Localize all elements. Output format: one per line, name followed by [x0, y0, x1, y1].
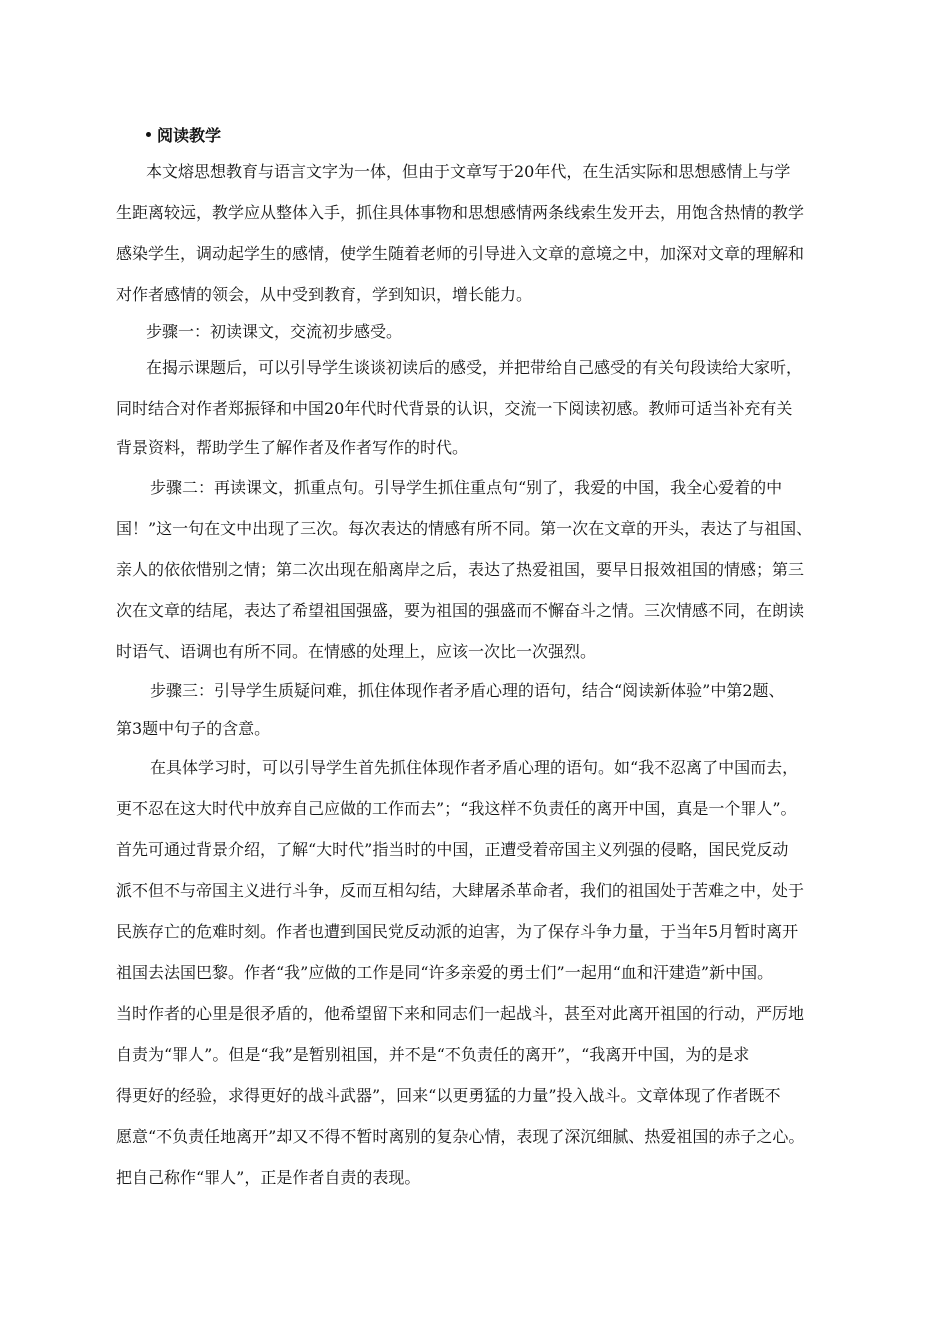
paragraph-line: 自责为“罪人”。但是“我”是暂别祖国，并不是“不负责任的离开”，“我离开中国，为的是求 — [116, 1045, 750, 1064]
paragraph-line: 亲人的依依惜别之情；第二次出现在船离岸之后，表达了热爱祖国，要早日报效祖国的情感；第三 — [116, 560, 805, 579]
paragraph-line: 把自己称作“罪人”，正是作者自责的表现。 — [116, 1168, 421, 1187]
paragraph-line: 国！”这一句在文中出现了三次。每次表达的情感有所不同。第一次在文章的开头，表达了与祖国、 — [116, 519, 813, 538]
paragraph-line: 背景资料，帮助学生了解作者及作者写作的时代。 — [116, 438, 469, 457]
paragraph-line: 派不但不与帝国主义进行斗争，反而互相勾结，大肆屠杀革命者，我们的祖国处于苦难之中，处于 — [116, 881, 805, 900]
paragraph-line: 步骤二：再读课文，抓重点句。引导学生抓住重点句“别了，我爱的中国，我全心爱着的中 — [150, 478, 783, 497]
paragraph-line: 第3题中句子的含意。 — [116, 719, 271, 738]
paragraph-line: 民族存亡的危难时刻。作者也遭到国民党反动派的迫害，为了保存斗争力量，于当年5月暂时离开 — [116, 922, 799, 941]
paragraph-line: 祖国去法国巴黎。作者“我”应做的工作是同“许多亲爱的勇士们”一起用“血和汗建造”新中国。 — [116, 963, 774, 982]
section-heading-text: 阅读教学 — [157, 126, 222, 145]
step-heading: 步骤一：初读课文，交流初步感受。 — [146, 322, 403, 341]
paragraph-line: 本文熔思想教育与语言文字为一体，但由于文章写于20年代，在生活实际和思想感情上与学 — [146, 162, 791, 181]
paragraph-line: 在揭示课题后，可以引导学生谈谈初读后的感受，并把带给自己感受的有关句段读给大家听， — [146, 358, 803, 377]
paragraph-line: 得更好的经验，求得更好的战斗武器”，回来“以更勇猛的力量”投入战斗。文章体现了作者既不 — [116, 1086, 781, 1105]
paragraph-line: 在具体学习时，可以引导学生首先抓住体现作者矛盾心理的语句。如“我不忍离了中国而去， — [150, 758, 799, 777]
paragraph-line: 生距离较远，教学应从整体入手，抓住具体事物和思想感情两条线索生发开去，用饱含热情的教学 — [116, 203, 805, 222]
paragraph-line: 更不忍在这大时代中放弃自己应做的工作而去”；“我这样不负责任的离开中国，真是一个罪人”。 — [116, 799, 797, 818]
paragraph-line: 时语气、语调也有所不同。在情感的处理上，应该一次比一次强烈。 — [116, 642, 597, 661]
paragraph-line: 感染学生，调动起学生的感情，使学生随着老师的引导进入文章的意境之中，加深对文章的理解和 — [116, 244, 805, 263]
paragraph-line: 愿意“不负责任地离开”却又不得不暂时离别的复杂心情，表现了深沉细腻、热爱祖国的赤子之心。 — [116, 1127, 805, 1146]
bullet-icon — [146, 132, 151, 137]
paragraph-line: 步骤三：引导学生质疑问难，抓住体现作者矛盾心理的语句，结合“阅读新体验”中第2题、 — [150, 681, 785, 700]
section-heading — [146, 124, 221, 148]
paragraph-line: 同时结合对作者郑振铎和中国20年代时代背景的认识，交流一下阅读初感。教师可适当补充有关 — [116, 399, 793, 418]
paragraph-line: 首先可通过背景介绍，了解“大时代”指当时的中国，正遭受着帝国主义列强的侵略，国民党反动 — [116, 840, 789, 859]
paragraph-line: 对作者感情的领会，从中受到教育，学到知识，增长能力。 — [116, 285, 533, 304]
paragraph-line: 当时作者的心里是很矛盾的，他希望留下来和同志们一起战斗，甚至对此离开祖国的行动，严厉地 — [116, 1004, 805, 1023]
paragraph-line: 次在文章的结尾，表达了希望祖国强盛，要为祖国的强盛而不懈奋斗之情。三次情感不同，在朗读 — [116, 601, 805, 620]
